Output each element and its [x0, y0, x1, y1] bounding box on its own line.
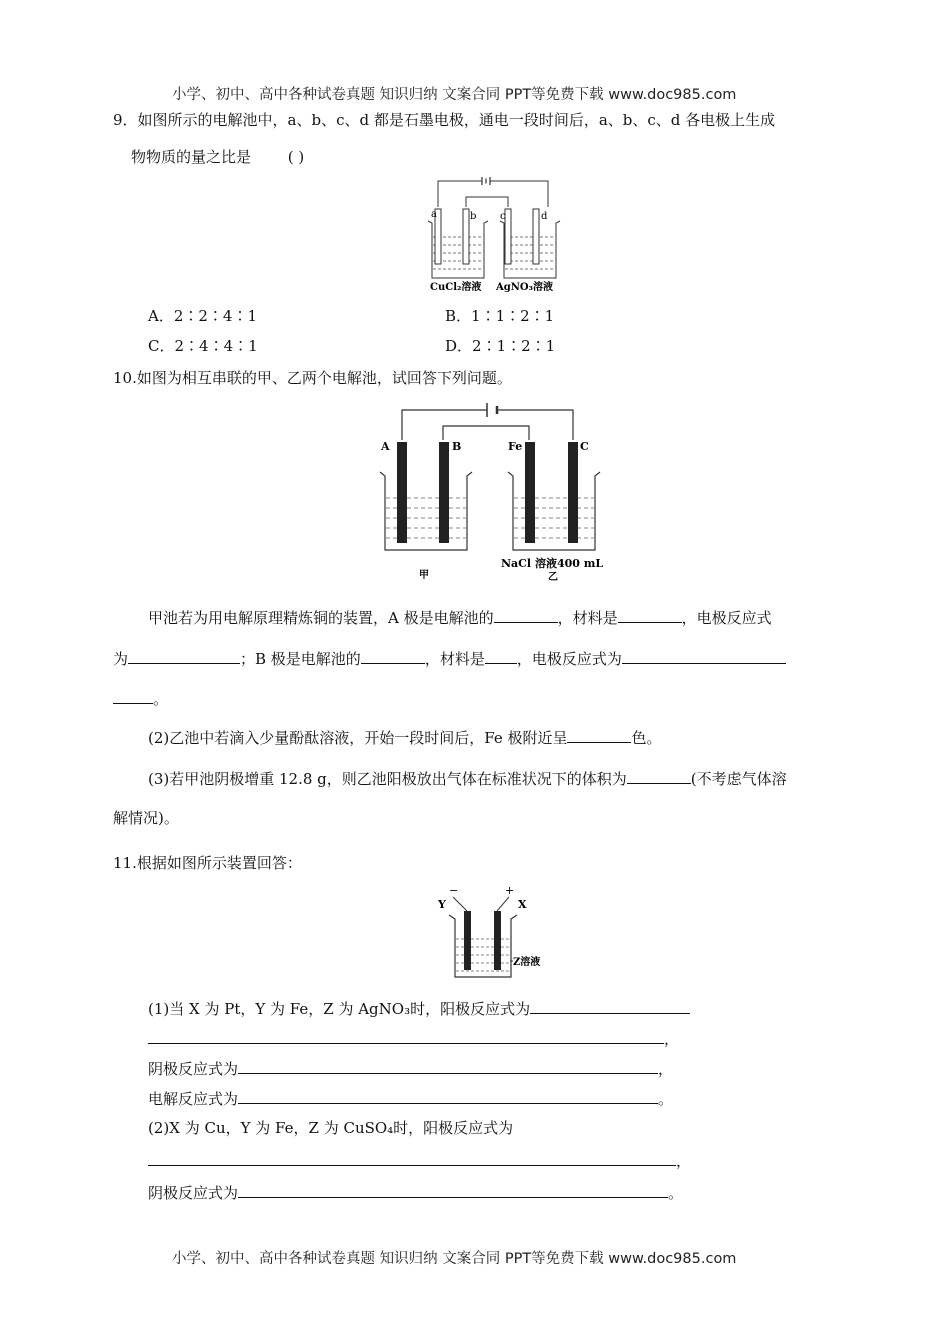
answer-blank[interactable]: [128, 648, 240, 664]
answer-blank[interactable]: [494, 607, 558, 623]
q11-part1-total: [148, 1088, 673, 1109]
q11-cathode-label: 阴极反应式为: [148, 1060, 239, 1078]
answer-blank[interactable]: [361, 648, 425, 664]
page-footer: 小学、初中、高中各种试卷真题 知识归纳 文案合同 PPT等免费下载 www.doc985.com: [172, 1251, 737, 1267]
q10-label-b: B: [452, 440, 462, 453]
q10-p1-text: ，电极反应式: [681, 609, 772, 627]
q10-p1-text: ，电极反应式为: [516, 650, 622, 668]
q11-part2-line2: [148, 1150, 691, 1171]
q10-p1-text: ，材料是: [557, 609, 618, 627]
q10-p3-text: (不考虑气体溶: [690, 770, 787, 788]
q10-label-c: C: [580, 440, 589, 453]
q10-p1-text: 。: [153, 690, 169, 708]
punct: ，: [658, 1060, 674, 1078]
q10-p2-text: 色。: [631, 729, 662, 747]
q10-p2-text: (2)乙池中若滴入少量酚酞溶液，开始一段时间后，Fe 极附近呈: [148, 729, 568, 747]
option-value: 2∶4∶4∶1: [174, 337, 258, 355]
q10-label-a: A: [381, 440, 390, 453]
answer-blank[interactable]: [618, 607, 682, 623]
q10-part3-line1: [148, 768, 787, 789]
q9-label-d: d: [541, 211, 548, 222]
q9-stem-text: 物物质的量之比是: [131, 148, 252, 166]
page-header: 小学、初中、高中各种试卷真题 知识归纳 文案合同 PPT等免费下载 www.doc985.com: [172, 87, 737, 103]
q9-label-b: b: [470, 211, 477, 222]
q9-label-c: c: [500, 211, 506, 222]
answer-blank[interactable]: [113, 688, 153, 704]
q10-part1-line2: [113, 648, 786, 669]
answer-blank[interactable]: [627, 768, 691, 784]
answer-blank[interactable]: [485, 648, 517, 664]
q9-stem-line1: 9．如图所示的电解池中，a、b、c、d 都是石墨电极，通电一段时间后，a、b、c、d 各电极上生成: [113, 111, 776, 129]
answer-blank[interactable]: [622, 648, 786, 664]
q10-caption-nacl: NaCl 溶液400 mL: [501, 557, 604, 570]
option-letter: B．: [445, 307, 472, 325]
q10-part1-line3: [113, 688, 168, 709]
q11-part1-cathode: [148, 1058, 673, 1079]
option-value: 2∶2∶4∶1: [173, 307, 258, 325]
q10-p3-text: (3)若甲池阴极增重 12.8 g，则乙池阳极放出气体在标准状况下的体积为: [148, 770, 627, 788]
q9-option-b[interactable]: [445, 306, 554, 326]
q11-electrolysis-figure: [433, 883, 558, 981]
q11-caption-z: Z溶液: [513, 957, 541, 968]
q10-p1-text: 甲池若为用电解原理精炼铜的装置，A 极是电解池的: [148, 609, 494, 627]
q11-label-x: X: [518, 898, 527, 911]
q11-plus-sign: +: [505, 884, 515, 897]
q9-option-a[interactable]: [148, 306, 257, 326]
punct: 。: [668, 1184, 684, 1202]
q9-stem-line2: [131, 147, 304, 167]
q10-p1-text: 为: [113, 650, 129, 668]
q9-answer-paren: ( ): [287, 148, 305, 166]
q11-part2-cathode: [148, 1182, 683, 1203]
q9-caption-agno3: AgNO₃溶液: [496, 282, 553, 293]
option-letter: D．: [445, 337, 473, 355]
q9-electrolysis-figure: [420, 175, 570, 297]
q9-caption-cucl2: CuCl₂溶液: [430, 282, 482, 293]
q10-stem: 10.如图为相互串联的甲、乙两个电解池，试回答下列问题。: [113, 369, 512, 387]
option-value: 2∶1∶2∶1: [472, 337, 556, 355]
answer-blank[interactable]: [530, 998, 690, 1014]
q10-label-fe: Fe: [508, 440, 523, 453]
answer-blank[interactable]: [238, 1088, 658, 1104]
q10-part2: [148, 727, 662, 748]
q11-part1-line1: [148, 998, 690, 1019]
q9-option-c[interactable]: [148, 336, 258, 356]
punct: 。: [658, 1090, 674, 1108]
q9-option-d[interactable]: [445, 336, 555, 356]
q9-label-a: a: [431, 209, 437, 220]
punct: ，: [664, 1030, 680, 1048]
answer-blank[interactable]: [238, 1058, 658, 1074]
answer-blank[interactable]: [567, 727, 631, 743]
option-letter: A．: [148, 307, 174, 325]
q11-part2-line1: (2)X 为 Cu，Y 为 Fe，Z 为 CuSO₄时，阳极反应式为: [148, 1119, 514, 1137]
q10-electrolysis-figure: [375, 400, 610, 582]
q11-label-y: Y: [438, 898, 446, 911]
q11-p1-text: (1)当 X 为 Pt，Y 为 Fe，Z 为 AgNO₃时，阳极反应式为: [148, 1000, 531, 1018]
answer-blank[interactable]: [148, 1150, 676, 1166]
q10-part3-line2: 解情况)。: [113, 809, 179, 827]
q11-cathode-label: 阴极反应式为: [148, 1184, 239, 1202]
option-letter: C．: [148, 337, 175, 355]
q10-part1-line1: [148, 607, 772, 628]
q10-name-jia: 甲: [419, 570, 429, 581]
answer-blank[interactable]: [148, 1028, 664, 1044]
q11-part1-line2: [148, 1028, 679, 1049]
q11-stem: 11.根据如图所示装置回答：: [113, 854, 302, 872]
q10-p1-text: ；B 极是电解池的: [240, 650, 361, 668]
q10-p1-text: ，材料是: [424, 650, 485, 668]
q11-minus-sign: −: [449, 884, 459, 897]
q11-total-label: 电解反应式为: [148, 1090, 239, 1108]
option-value: 1∶1∶2∶1: [471, 307, 555, 325]
q10-name-yi: 乙: [548, 572, 558, 582]
punct: ，: [676, 1152, 692, 1170]
answer-blank[interactable]: [238, 1182, 668, 1198]
